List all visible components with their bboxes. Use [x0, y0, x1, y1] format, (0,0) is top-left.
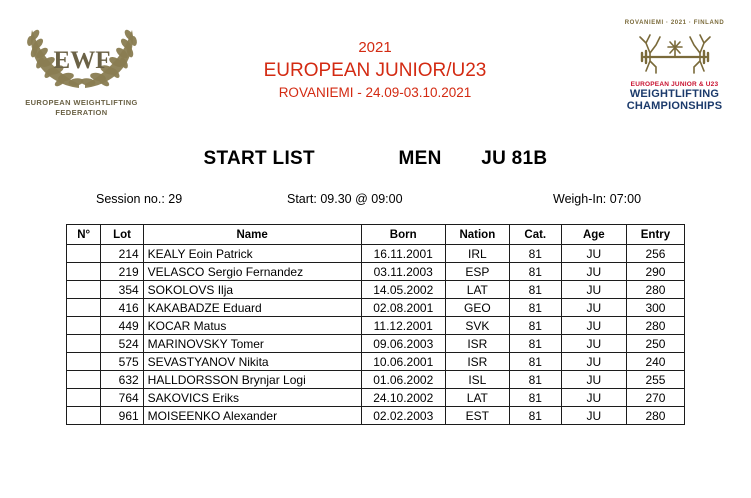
start-list-table-wrapper	[66, 224, 685, 425]
cell-lot: 764	[101, 389, 143, 407]
cell-born: 02.02.2003	[361, 407, 445, 425]
cell-name: MOISEENKO Alexander	[143, 407, 361, 425]
championship-title-line1: WEIGHTLIFTING	[629, 88, 720, 100]
cell-name: SOKOLOVS Ilja	[143, 281, 361, 299]
cell-born: 03.11.2003	[361, 263, 445, 281]
cell-cat: 81	[509, 263, 561, 281]
event-name: EUROPEAN JUNIOR/U23	[263, 60, 487, 81]
championship-arc-text: ROVANIEMI · 2021 · FINLAND	[624, 20, 725, 26]
cell-cat: 81	[509, 245, 561, 263]
cell-age: JU	[561, 389, 626, 407]
cell-lot: 214	[101, 245, 143, 263]
cell-born: 11.12.2001	[361, 317, 445, 335]
cell-cat: 81	[509, 299, 561, 317]
cell-entry: 280	[626, 281, 684, 299]
cell-age: JU	[561, 317, 626, 335]
ewf-logo	[14, 22, 149, 118]
cell-nation: LAT	[445, 389, 509, 407]
cell-name: VELASCO Sergio Fernandez	[143, 263, 361, 281]
cell-lot: 416	[101, 299, 143, 317]
cell-no	[67, 281, 101, 299]
cell-name: MARINOVSKY Tomer	[143, 335, 361, 353]
cell-entry: 255	[626, 371, 684, 389]
cell-entry: 280	[626, 317, 684, 335]
cell-name: KAKABADZE Eduard	[143, 299, 361, 317]
table-row	[67, 371, 685, 389]
cell-born: 10.06.2001	[361, 353, 445, 371]
cell-lot: 632	[101, 371, 143, 389]
cell-nation: IRL	[445, 245, 509, 263]
championship-subtitle: EUROPEAN JUNIOR & U23	[630, 81, 719, 88]
cell-entry: 250	[626, 335, 684, 353]
ewf-logo-line2: FEDERATION	[55, 108, 108, 117]
event-year: 2021	[358, 39, 392, 56]
start-list-table	[66, 224, 685, 425]
cell-no	[67, 407, 101, 425]
ewf-abbr-text: EWF	[53, 47, 110, 74]
laurel-wreath-icon	[21, 22, 143, 94]
cell-nation: ISR	[445, 335, 509, 353]
cell-age: JU	[561, 353, 626, 371]
cell-age: JU	[561, 335, 626, 353]
table-row	[67, 299, 685, 317]
cell-nation: ISL	[445, 371, 509, 389]
cell-no	[67, 353, 101, 371]
cell-no	[67, 263, 101, 281]
cell-name: KOCAR Matus	[143, 317, 361, 335]
document-header	[0, 0, 751, 140]
table-row	[67, 317, 685, 335]
column-header-name: Name	[143, 225, 361, 245]
cell-born: 01.06.2002	[361, 371, 445, 389]
column-header-lot: Lot	[101, 225, 143, 245]
cell-born: 16.11.2001	[361, 245, 445, 263]
cell-cat: 81	[509, 317, 561, 335]
cell-cat: 81	[509, 335, 561, 353]
table-row	[67, 353, 685, 371]
cell-age: JU	[561, 299, 626, 317]
cell-cat: 81	[509, 389, 561, 407]
championship-title-line2: CHAMPIONSHIPS	[626, 100, 723, 112]
session-start-time: Start: 09.30 @ 09:00	[287, 192, 403, 206]
cell-born: 24.10.2002	[361, 389, 445, 407]
table-row	[67, 281, 685, 299]
cell-nation: GEO	[445, 299, 509, 317]
cell-name: SAKOVICS Eriks	[143, 389, 361, 407]
session-weigh-in-time: Weigh-In: 07:00	[553, 192, 642, 206]
cell-born: 02.08.2001	[361, 299, 445, 317]
cell-entry: 290	[626, 263, 684, 281]
table-row	[67, 389, 685, 407]
cell-no	[67, 389, 101, 407]
column-header-entry: Entry	[626, 225, 684, 245]
cell-entry: 280	[626, 407, 684, 425]
cell-age: JU	[561, 263, 626, 281]
event-title-block	[175, 38, 575, 102]
cell-nation: EST	[445, 407, 509, 425]
cell-lot: 449	[101, 317, 143, 335]
cell-no	[67, 335, 101, 353]
start-list-label: START LIST	[203, 148, 315, 169]
cell-entry: 270	[626, 389, 684, 407]
column-header-cat: Cat.	[509, 225, 561, 245]
cell-age: JU	[561, 371, 626, 389]
cell-cat: 81	[509, 371, 561, 389]
cell-lot: 354	[101, 281, 143, 299]
cell-name: HALLDORSSON Brynjar Logi	[143, 371, 361, 389]
reindeer-weightlifter-icon	[612, 27, 737, 79]
cell-entry: 300	[626, 299, 684, 317]
cell-born: 09.06.2003	[361, 335, 445, 353]
cell-born: 14.05.2002	[361, 281, 445, 299]
cell-entry: 240	[626, 353, 684, 371]
table-body	[67, 245, 685, 425]
cell-cat: 81	[509, 353, 561, 371]
ewf-logo-line1: EUROPEAN WEIGHTLIFTING	[25, 98, 138, 107]
cell-nation: LAT	[445, 281, 509, 299]
cell-age: JU	[561, 407, 626, 425]
table-row	[67, 407, 685, 425]
cell-age: JU	[561, 245, 626, 263]
cell-lot: 524	[101, 335, 143, 353]
table-row	[67, 245, 685, 263]
cell-no	[67, 317, 101, 335]
cell-no	[67, 371, 101, 389]
cell-cat: 81	[509, 281, 561, 299]
cell-no	[67, 299, 101, 317]
cell-nation: ISR	[445, 353, 509, 371]
event-place-dates: ROVANIEMI - 24.09-03.10.2021	[278, 85, 472, 100]
cell-name: SEVASTYANOV Nikita	[143, 353, 361, 371]
cell-entry: 256	[626, 245, 684, 263]
gender-label: MEN	[398, 148, 442, 169]
cell-lot: 961	[101, 407, 143, 425]
cell-cat: 81	[509, 407, 561, 425]
session-number: Session no.: 29	[96, 192, 183, 206]
cell-nation: ESP	[445, 263, 509, 281]
column-header-born: Born	[361, 225, 445, 245]
column-header-nation: Nation	[445, 225, 509, 245]
group-label: JU 81B	[481, 148, 548, 169]
cell-lot: 219	[101, 263, 143, 281]
start-list-heading	[0, 148, 751, 170]
table-row	[67, 263, 685, 281]
table-row	[67, 335, 685, 353]
cell-nation: SVK	[445, 317, 509, 335]
cell-lot: 575	[101, 353, 143, 371]
cell-name: KEALY Eoin Patrick	[143, 245, 361, 263]
session-info-row	[0, 192, 751, 210]
column-header-no: N°	[67, 225, 101, 245]
column-header-age: Age	[561, 225, 626, 245]
cell-age: JU	[561, 281, 626, 299]
table-header-row	[67, 225, 685, 245]
cell-no	[67, 245, 101, 263]
championship-logo	[612, 20, 737, 112]
